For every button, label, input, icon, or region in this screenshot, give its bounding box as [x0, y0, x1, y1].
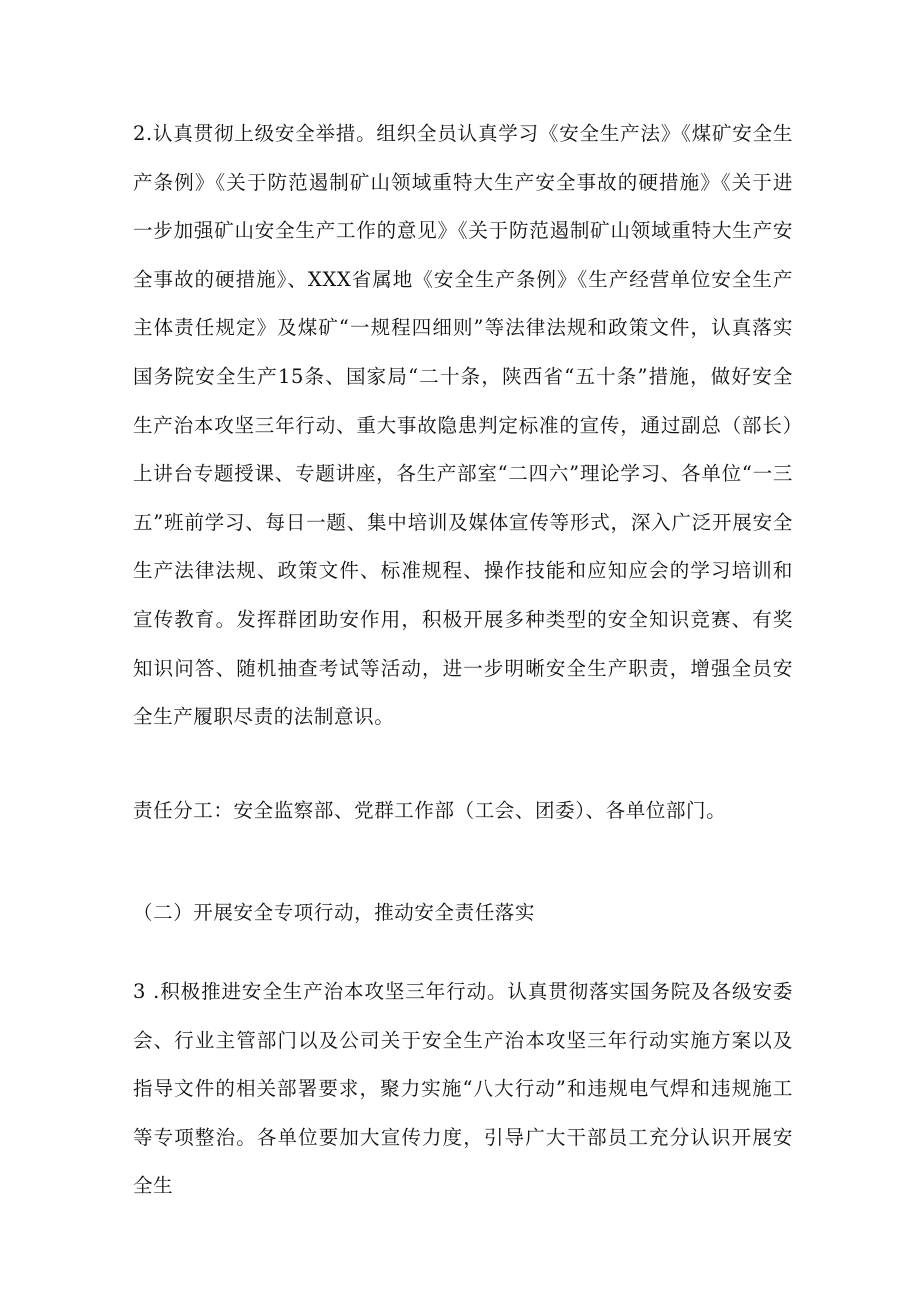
paragraph-safety-measures: 2.认真贯彻上级安全举措。组织全员认真学习《安全生产法》《煤矿安全生产条例》《关于防范遏制矿山领域重特大生产安全事故的硬措施》《关于进一步加强矿山安全生产工作的意见》《关于防范遏制矿山领域重特大生产安全事故的硬措施》、XXX省属地《安全生产条例》《生产经营单位安全生产主体责任规定》及煤矿“一规程四细则”等法律法规和政策文件，认真落实国务院安全生产15条、国家局“二十条，陕西省“五十条”措施，做好安全生产治本攻坚三年行动、重大事故隐患判定标准的宣传，通过副总（部长）上讲台专题授课、专题讲座，各生产部室“二四六”理论学习、各单位“一三五”班前学习、每日一题、集中培训及媒体宣传等形式，深入广泛开展安全生产法律法规、政策文件、标准规程、操作技能和应知应会的学习培训和宣传教育。发挥群团助安作用，积极开展多种类型的安全知识竞赛、有奖知识问答、随机抽查考试等活动，进一步明晰安全生产职责，增强全员安全生产履职尽责的法制意识。: [133, 122, 793, 729]
paragraph-three-year-action: 3 .积极推进安全生产治本攻坚三年行动。认真贯彻落实国务院及各级安委会、行业主管部门以及公司关于安全生产治本攻坚三年行动实施方案以及指导文件的相关部署要求，聚力实施“八大行动”和违规电气焊和违规施工等专项整治。各单位要加大宣传力度，引导广大干部员工充分认识开展安全生: [133, 980, 793, 1198]
paragraph-responsibility-division: 责任分工：安全监察部、党群工作部（工会、团委）、各单位部门。: [133, 799, 727, 822]
section-heading: （二）开展安全专项行动，推动安全责任落实: [133, 901, 536, 924]
